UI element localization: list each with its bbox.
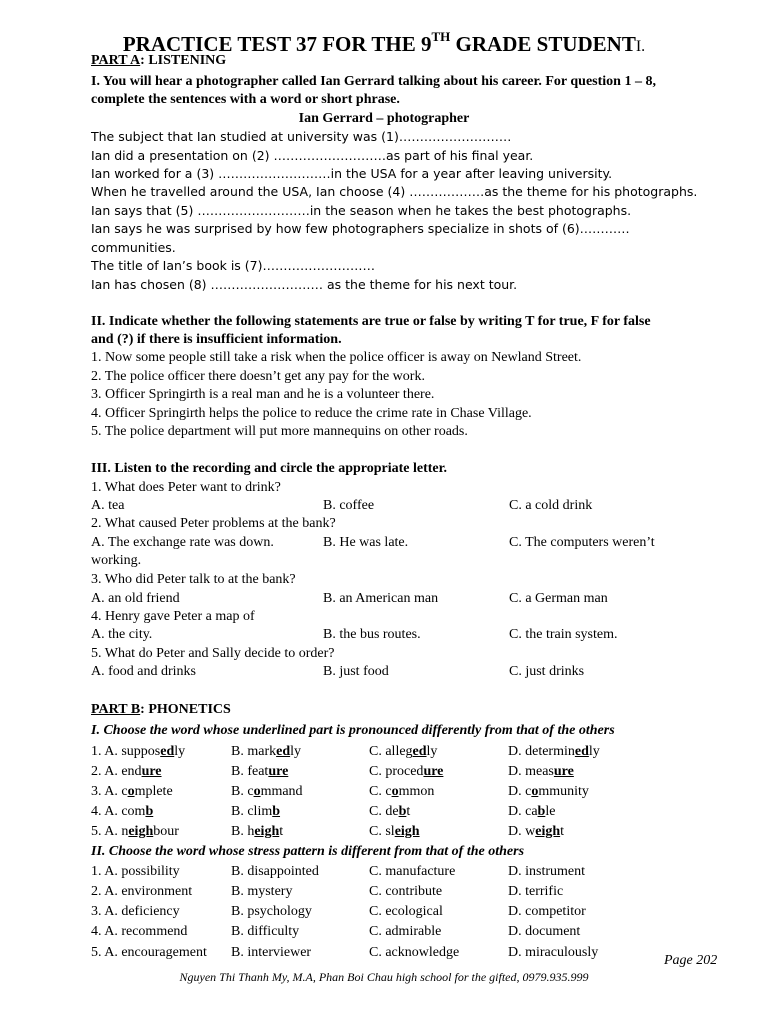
gap-fill-line: Ian worked for a (3) ………………………in the USA for a year after leaving university.	[91, 166, 613, 181]
underlined-sound: ed	[574, 744, 589, 759]
stress-option: B. psychology	[231, 904, 312, 919]
part-b-heading: PART B: PHONETICS	[91, 702, 231, 717]
pronunciation-option: C. allegedly	[369, 744, 438, 759]
phonetics-1-instruction: I. Choose the word whose underlined part is pronounced differently from that of the others	[91, 723, 615, 738]
pronunciation-option: 1. A. supposedly	[91, 744, 186, 759]
option-a: A. the city.	[91, 627, 153, 642]
option-c: C. the train system.	[509, 627, 618, 642]
phonetics-2-instruction: II. Choose the word whose stress pattern is different from that of the others	[91, 844, 525, 859]
underlined-sound: o	[127, 784, 135, 799]
option-c: C. a German man	[509, 591, 608, 606]
pronunciation-option: D. community	[508, 784, 589, 799]
stress-option: 2. A. environment	[91, 884, 193, 899]
gap-fill-line: Ian did a presentation on (2) ………………………as part of his final year.	[91, 148, 534, 163]
pronunciation-option: 4. A. comb	[91, 804, 154, 819]
pronunciation-option: B. feature	[231, 764, 289, 779]
option-b: B. the bus routes.	[323, 627, 421, 642]
underlined-sound: ure	[553, 764, 574, 779]
option-a: A. The exchange rate was down.	[91, 535, 274, 550]
stress-option: D. miraculously	[508, 945, 599, 960]
underlined-sound: b	[398, 804, 407, 819]
option-b: B. He was late.	[323, 535, 409, 550]
option-c: C. just drinks	[509, 664, 585, 679]
statement-item: 1. Now some people still take a risk when the police officer is away on Newland Street.	[91, 350, 582, 365]
footer-credit: Nguyen Thi Thanh My, M.A, Phan Boi Chau high school for the gifted, 0979.935.999	[179, 970, 589, 984]
stress-option: B. difficulty	[231, 924, 300, 939]
stress-option: 4. A. recommend	[91, 924, 188, 939]
stress-option: B. mystery	[231, 884, 293, 899]
underlined-sound: eigh	[254, 824, 280, 839]
underlined-sound: b	[272, 804, 281, 819]
stress-option: D. document	[508, 924, 581, 939]
gap-fill-line: The title of Ian’s book is (7)………………………	[91, 258, 375, 273]
option-c: C. The computers weren’t	[509, 535, 655, 550]
pronunciation-option: 3. A. complete	[91, 784, 173, 799]
stress-option: 5. A. encouragement	[91, 945, 207, 960]
section-2-instruction-line1: II. Indicate whether the following statements are true or false by writing T for true, F for false	[91, 314, 651, 329]
pronunciation-option: B. climb	[231, 804, 281, 819]
underlined-sound: o	[531, 784, 539, 799]
stress-option: D. competitor	[508, 904, 586, 919]
stress-option: C. contribute	[369, 884, 443, 899]
page-title: PRACTICE TEST 37 FOR THE 9TH GRADE STUDENTI.	[122, 29, 646, 56]
gap-fill-line: Ian has chosen (8) ……………………… as the theme for his next tour.	[91, 277, 518, 292]
pronunciation-option: C. debt	[369, 804, 411, 819]
stress-option: B. interviewer	[231, 945, 312, 960]
stress-option: C. acknowledge	[369, 945, 460, 960]
option-a: A. tea	[91, 498, 125, 513]
section-1-instruction-line1: I. You will hear a photographer called Ian Gerrard talking about his career. For question 1 – 8,	[91, 74, 656, 89]
stress-option: D. terrific	[508, 884, 564, 899]
pronunciation-option: 2. A. endure	[91, 764, 162, 779]
pronunciation-option: C. procedure	[369, 764, 444, 779]
pronunciation-option: B. command	[231, 784, 303, 799]
gap-fill-line: communities.	[91, 240, 176, 255]
option-c: C. a cold drink	[509, 498, 593, 513]
question: 1. What does Peter want to drink?	[91, 480, 281, 495]
section-1-heading: Ian Gerrard – photographer	[298, 111, 470, 126]
stress-option: 3. A. deficiency	[91, 904, 180, 919]
section-2-instruction-line2: and (?) if there is insufficient information.	[91, 332, 342, 347]
underlined-sound: o	[391, 784, 399, 799]
underlined-sound: o	[253, 784, 261, 799]
pronunciation-option: B. height	[231, 824, 284, 839]
question: 3. Who did Peter talk to at the bank?	[91, 572, 296, 587]
gap-fill-line: Ian says that (5) ………………………in the season when he takes the best photographs.	[91, 203, 632, 218]
stress-option: 1. A. possibility	[91, 864, 180, 879]
pronunciation-option: C. common	[369, 784, 435, 799]
stress-option: C. admirable	[369, 924, 442, 939]
option-a: A. an old friend	[91, 591, 180, 606]
section-1-instruction-line2: complete the sentences with a word or short phrase.	[91, 92, 400, 107]
stress-option: B. disappointed	[231, 864, 319, 879]
gap-fill-line: When he travelled around the USA, Ian choose (4) ………………as the theme for his photographs.	[91, 184, 698, 199]
underlined-sound: b	[537, 804, 546, 819]
underlined-sound: b	[145, 804, 154, 819]
pronunciation-option: D. determinedly	[508, 744, 600, 759]
stress-option: C. ecological	[369, 904, 443, 919]
page-number: Page 202	[664, 953, 718, 968]
part-a-heading: PART A: LISTENING	[91, 53, 227, 68]
underlined-sound: ure	[423, 764, 444, 779]
statement-item: 5. The police department will put more mannequins on other roads.	[91, 424, 468, 439]
pronunciation-option: 5. A. neighbour	[91, 824, 179, 839]
option-b: B. coffee	[323, 498, 375, 513]
underlined-sound: eigh	[394, 824, 420, 839]
section-3-instruction: III. Listen to the recording and circle the appropriate letter.	[91, 461, 448, 476]
statement-item: 2. The police officer there doesn’t get any pay for the work.	[91, 369, 425, 384]
statement-item: 3. Officer Springirth is a real man and he is a volunteer there.	[91, 387, 435, 402]
option-continuation: working.	[91, 553, 142, 568]
underlined-sound: ed	[276, 744, 291, 759]
statement-item: 4. Officer Springirth helps the police to reduce the crime rate in Chase Village.	[91, 406, 532, 421]
underlined-sound: ed	[412, 744, 427, 759]
pronunciation-option: C. sleigh	[369, 824, 420, 839]
question: 5. What do Peter and Sally decide to order?	[91, 646, 335, 661]
underlined-sound: ed	[160, 744, 175, 759]
question: 4. Henry gave Peter a map of	[91, 609, 255, 624]
underlined-sound: ure	[141, 764, 162, 779]
pronunciation-option: D. weight	[508, 824, 565, 839]
option-b: B. an American man	[323, 591, 439, 606]
stress-option: D. instrument	[508, 864, 585, 879]
pronunciation-option: D. cable	[508, 804, 556, 819]
pronunciation-option: B. markedly	[231, 744, 301, 759]
option-b: B. just food	[323, 664, 389, 679]
gap-fill-line: Ian says he was surprised by how few photographers specialize in shots of (6)…………	[91, 221, 630, 236]
stress-option: C. manufacture	[369, 864, 456, 879]
question: 2. What caused Peter problems at the bank?	[91, 516, 336, 531]
underlined-sound: ure	[268, 764, 289, 779]
underlined-sound: eigh	[535, 824, 561, 839]
underlined-sound: eigh	[128, 824, 154, 839]
pronunciation-option: D. measure	[508, 764, 574, 779]
gap-fill-line: The subject that Ian studied at university was (1)………………………	[91, 129, 512, 144]
option-a: A. food and drinks	[91, 664, 196, 679]
